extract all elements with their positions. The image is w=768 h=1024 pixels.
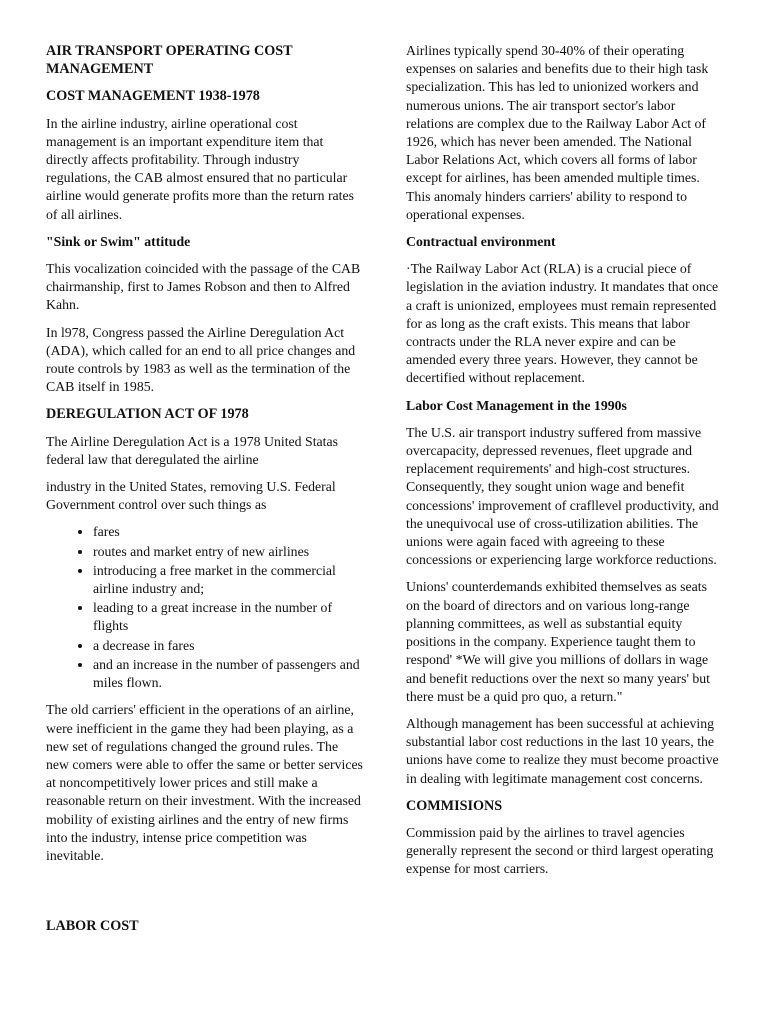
paragraph-counterdemands: Unions' counterdemands exhibited themselves as seats on the board of directors and on various long-range planning committees, as well as substantial equity positions in the company. Experience taught them to respond' *We will give you millions of dollars in wage and benefit reductions over the next so many years' but there must be a quid pro quo, a return." — [406, 579, 711, 704]
list-item: • a decrease in fares — [93, 637, 364, 655]
paragraph-overcapacity: The U.S. air transport industry suffered from massive overcapacity, depressed revenues, fleet upgrade and replacement requirements' and high-cost structures. Consequently, they sought union wage and benefit concessions' improvement of crafllevel productivity, and the unequivocal use of cross-utilization abilities. The unions were again faced with agreeing to these concessions or experiencing large workforce reductions. — [406, 424, 719, 568]
paragraph-commissions: Commission paid by the airlines to travel agencies generally represent the second or third largest operating expense for most carriers. — [406, 824, 714, 877]
left-column — [46, 42, 364, 944]
list-item: • routes and market entry of new airlines — [93, 543, 364, 561]
list-item: • introducing a free market in the commercial airline industry and; — [93, 562, 364, 598]
document-title: AIR TRANSPORT OPERATING COST MANAGEMENT — [46, 43, 293, 78]
paragraph-vocalization: This vocalization coincided with the passage of the CAB chairmanship, first to James Robson and then to Alfred Kahn. — [46, 261, 361, 313]
list-item: • and an increase in the number of passengers and miles flown. — [93, 656, 364, 692]
paragraph-cost-management: In the airline industry, airline operational cost management is an important expenditure item that directly affects profitability. Through industry regulations, the CAB almost ensured that no particular airline would generate profits more than the return rates of all airlines. — [46, 115, 355, 222]
paragraph-ada-intro: The Airline Deregulation Act is a 1978 United Statas federal law that deregulated the airline — [46, 433, 338, 467]
heading-labor-cost-1990s: Labor Cost Management in the 1990s — [406, 397, 627, 413]
heading-sink-or-swim: "Sink or Swim" attitude — [46, 233, 191, 249]
heading-cost-management: COST MANAGEMENT 1938-1978 — [46, 88, 260, 105]
paragraph-ada-control: industry in the United States, removing U.S. Federal Government control over such things as — [46, 479, 336, 513]
list-item: • fares — [93, 523, 364, 541]
heading-contractual-environment: Contractual environment — [406, 234, 556, 250]
paragraph-rla: ·The Railway Labor Act (RLA) is a crucial piece of legislation in the aviation industry. It mandates that once a craft is unionized, employees must remain represented for as long as the craft exists. This means that labor contracts under the RLA never expire and can be amended every three years. However, they cannot be decertified without replacement. — [406, 261, 719, 386]
paragraph-congress: In l978, Congress passed the Airline Deregulation Act (ADA), which called for an end to all price changes and route controls by 1983 as well as the termination of the CAB itself in 1985. — [46, 324, 356, 395]
paragraph-management-success: Although management has been successful at achieving substantial labor cost reductions in the last 10 years, the unions have come to realize they must become proactive in dealing with legitimate management cost concerns. — [406, 715, 719, 786]
heading-deregulation-act: DEREGULATION ACT OF 1978 — [46, 406, 249, 423]
heading-commissions: COMMISIONS — [406, 797, 503, 814]
paragraph-old-carriers: The old carriers' efficient in the operations of an airline, were inefficient in the game they had been playing, as a new set of regulations changed the ground rules. The new comers were able to offer the same or better services at noncompetitively lower prices and still make a reasonable return on their investment. With the increased mobility of existing airlines and the entry of new firms into the industry, intense price competition was inevitable. — [46, 702, 363, 863]
deregulation-bullet-list — [46, 523, 364, 692]
right-column — [406, 42, 724, 888]
list-item: • leading to a great increase in the number of flights — [93, 599, 364, 635]
paragraph-salaries: Airlines typically spend 30-40% of their operating expenses on salaries and benefits due to their high task specialization. This has led to unionized workers and numerous unions. The air transport sector's labor relations are complex due to the Railway Labor Act of 1926, which has never been amended. The National Labor Relations Act, which covers all forms of labor except for airlines, has been amended multiple times. This anomaly hinders carriers' ability to respond to operational expenses. — [406, 43, 709, 222]
heading-labor-cost: LABOR COST — [46, 918, 139, 935]
